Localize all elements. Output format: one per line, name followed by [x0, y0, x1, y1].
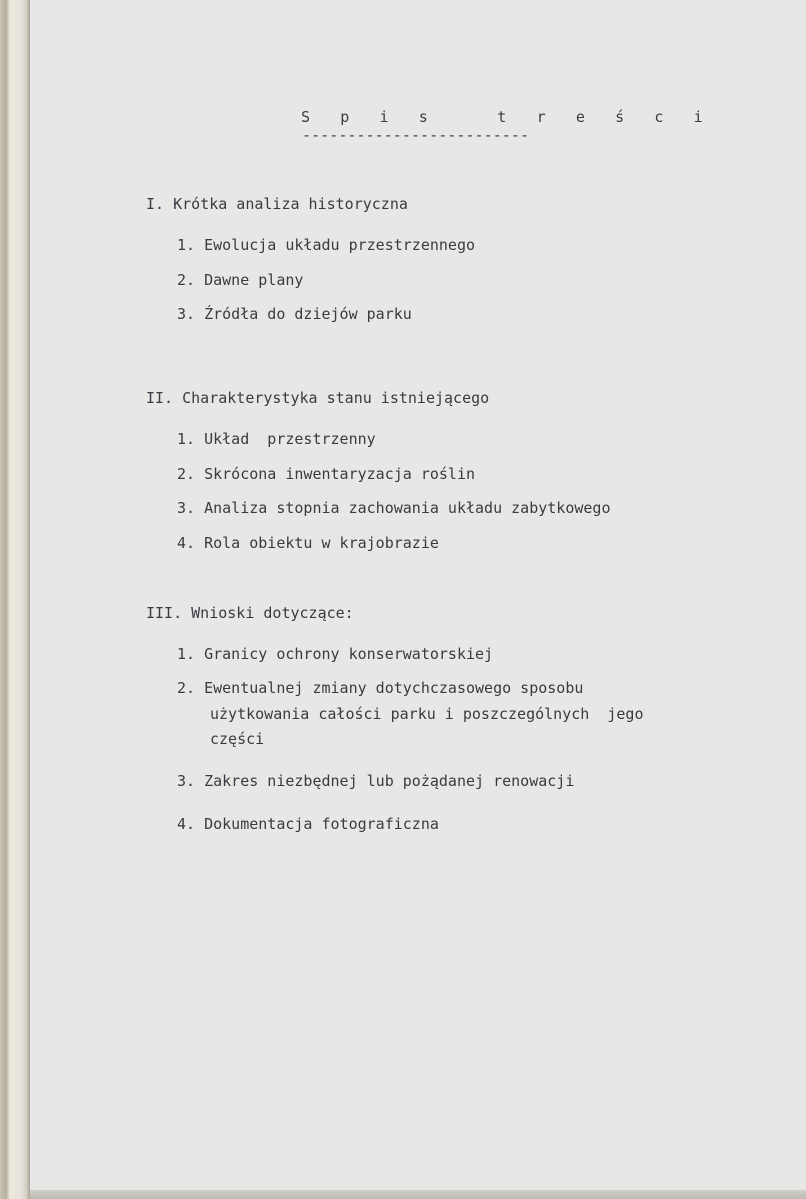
- page-title: S p i s t r e ś c i: [301, 108, 714, 126]
- toc-item-3-3: 3. Zakres niezbędnej lub pożądanej renowacji: [177, 772, 575, 790]
- toc-item-3-1: 1. Granicy ochrony konserwatorskiej: [177, 645, 494, 663]
- page-bottom-edge: [30, 1190, 806, 1199]
- toc-item-2-4: 4. Rola obiektu w krajobrazie: [177, 534, 439, 552]
- section-heading-2: II. Charakterystyka stanu istniejącego: [146, 389, 490, 407]
- toc-item-2-2: 2. Skrócona inwentaryzacja roślin: [177, 465, 476, 483]
- document-page: [30, 0, 806, 1199]
- toc-item-1-1: 1. Ewolucja układu przestrzennego: [177, 236, 476, 254]
- title-underline: -------------------------: [302, 126, 530, 144]
- toc-item-1-3: 3. Źródła do dziejów parku: [177, 305, 412, 323]
- section-heading-3: III. Wnioski dotyczące:: [146, 604, 354, 622]
- toc-item-1-2: 2. Dawne plany: [177, 271, 304, 289]
- section-heading-1: I. Krótka analiza historyczna: [146, 195, 408, 213]
- toc-item-3-2-continuation: części: [210, 730, 265, 748]
- toc-item-3-2-continuation: użytkowania całości parku i poszczególnych jego: [210, 705, 644, 723]
- toc-item-3-4: 4. Dokumentacja fotograficzna: [177, 815, 439, 833]
- page-binding-edge: [0, 0, 30, 1199]
- toc-item-2-1: 1. Układ przestrzenny: [177, 430, 376, 448]
- toc-item-2-3: 3. Analiza stopnia zachowania układu zabytkowego: [177, 499, 611, 517]
- toc-item-3-2: 2. Ewentualnej zmiany dotychczasowego sposobu: [177, 679, 584, 697]
